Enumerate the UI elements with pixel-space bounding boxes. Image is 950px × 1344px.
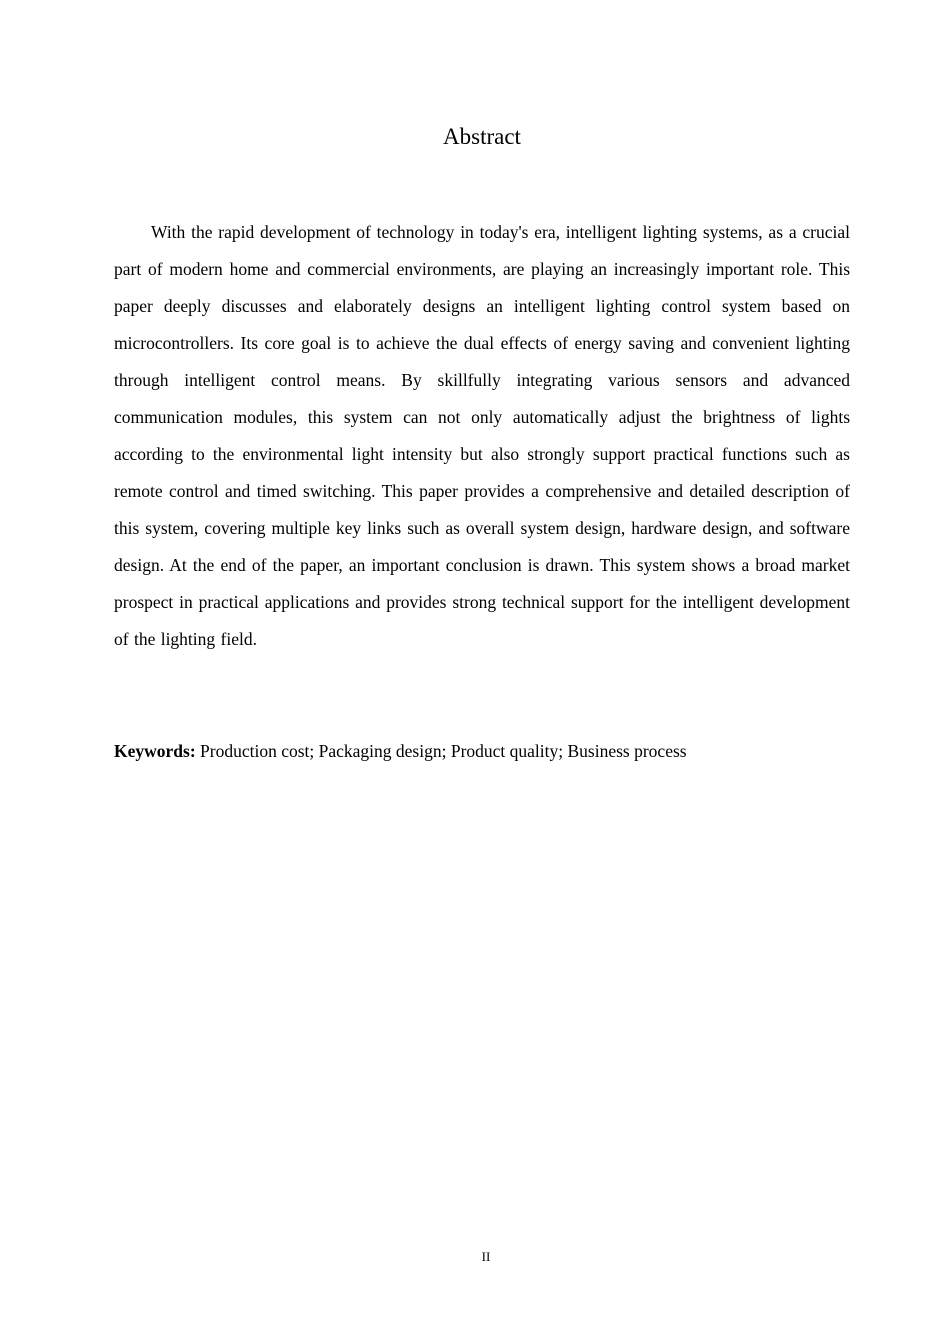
keywords-line xyxy=(114,736,850,766)
abstract-body: With the rapid development of technology in today's era, intelligent lighting systems, as a crucial part of modern home and commercial environments, are playing an increasingly important role. This paper deeply discusses and elaborately designs an intelligent lighting control system based on microcontrollers. Its core goal is to achieve the dual effects of energy saving and convenient lighting through intelligent control means. By skillfully integrating various sensors and advanced communication modules, this system can not only automatically adjust the brightness of lights according to the environmental light intensity but also strongly support practical functions such as remote control and timed switching. This paper provides a comprehensive and detailed description of this system, covering multiple key links such as overall system design, hardware design, and software design. At the end of the paper, an important conclusion is drawn. This system shows a broad market prospect in practical applications and provides strong technical support for the intelligent development of the lighting field. xyxy=(114,222,850,649)
keywords-label: Keywords: xyxy=(114,741,196,761)
page-number: II xyxy=(481,1249,491,1264)
keywords-text: Production cost; Packaging design; Product quality; Business process xyxy=(200,741,687,761)
abstract-title: Abstract xyxy=(443,124,521,149)
